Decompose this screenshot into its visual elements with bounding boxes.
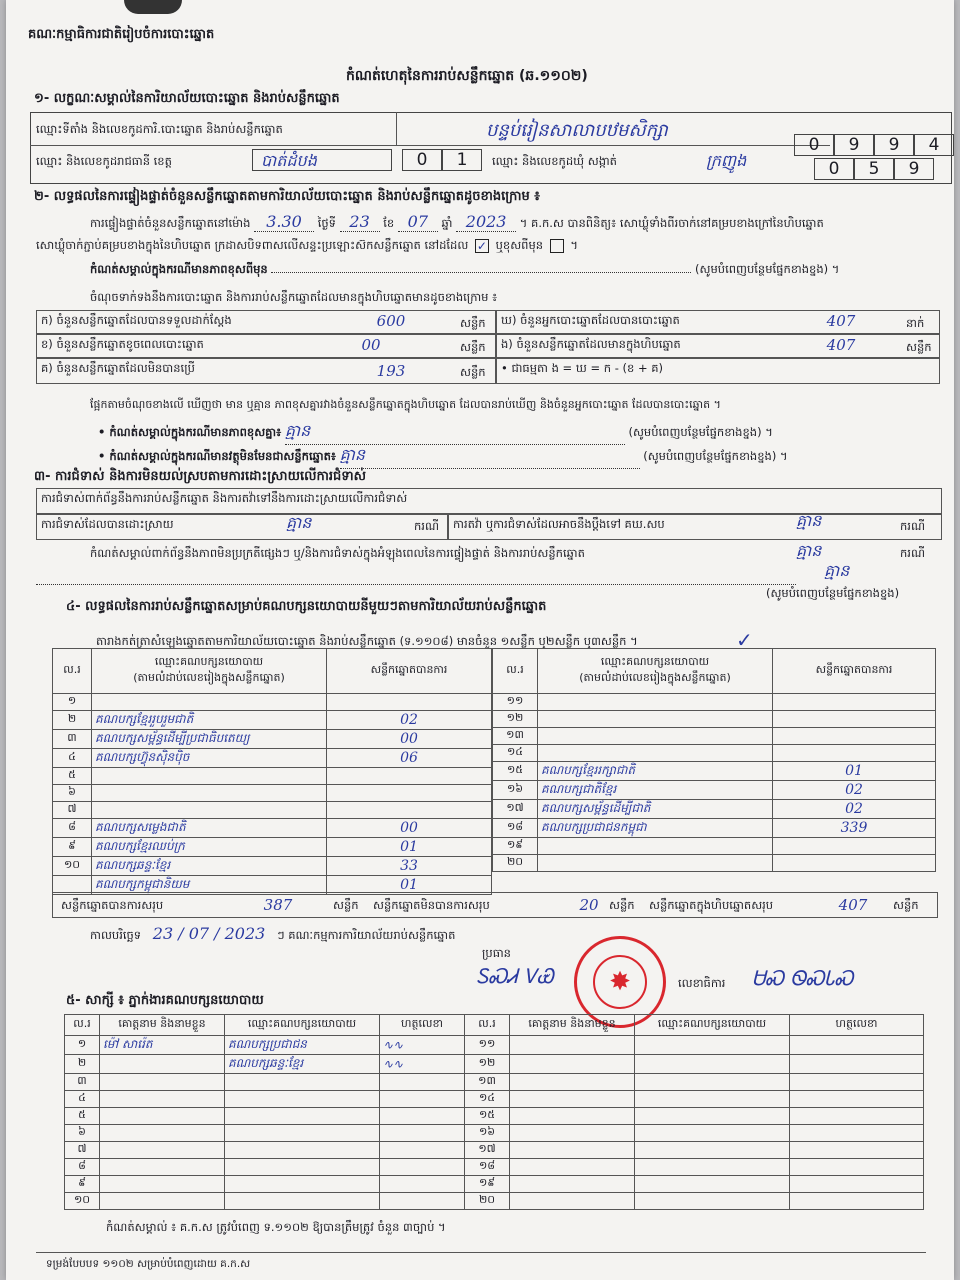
witness-cell (100, 1176, 225, 1193)
note-change-hint: (សូមបំពេញបន្ថែមផ្នែកខាងខ្នង) (695, 262, 829, 276)
appeal-row: ការតវ៉ា ឬការជំទាស់ដែលអាចនឹងប្ដឹងទៅ គឃ.សប (448, 514, 942, 540)
witness-cell (790, 1108, 924, 1125)
year-label: ឆ្នាំ (441, 216, 453, 230)
party-votes: 02 (327, 711, 492, 730)
party-name (538, 838, 773, 855)
code-digit: 9 (894, 158, 934, 180)
party-name: គណបក្សប្រជាជនកម្ពុជា (538, 819, 773, 838)
w-col-no: ល.រ (65, 1015, 100, 1036)
witness-cell (510, 1125, 635, 1142)
party-votes (773, 855, 936, 872)
result-row (493, 694, 936, 711)
row-number: ៥ (53, 768, 92, 785)
result-row (53, 768, 492, 785)
witness-cell (100, 1074, 225, 1091)
party-name (92, 694, 327, 711)
witness-row (65, 1108, 924, 1125)
value-c: 193 (376, 362, 406, 380)
party-name: គណបក្សកម្ពុជានិយម (92, 876, 327, 895)
code-digit: 1 (442, 149, 482, 171)
witness-row (65, 1055, 924, 1074)
section2-heading: ២- លទ្ធផលនៃការផ្ទៀងផ្ទាត់ចំនួនសន្លឹកឆ្នោតតាមការិយាល័យបោះឆ្នោត និងរាប់សន្លឹកឆ្នោតដូចខាងក្រោម ៖ (34, 189, 540, 204)
witness-cell (380, 1193, 465, 1210)
note-irreg-line: • កំណត់សម្គាល់ក្នុងករណីមានវត្ថុមិនមែនជាសន្លឹកឆ្នោត៖ គ្មាន (សូមបំពេញបន្ថែមផ្នែកខាងខ្នង) ។ (98, 444, 938, 469)
party-votes (327, 785, 492, 802)
witness-cell: ម៉ៅ សារ៉េត (100, 1036, 225, 1055)
party-votes (327, 694, 492, 711)
witness-cell (635, 1142, 790, 1159)
witness-cell (100, 1108, 225, 1125)
party-votes (773, 711, 936, 728)
witness-cell (635, 1036, 790, 1055)
verify-year: 2023 (456, 212, 516, 232)
witness-cell (225, 1074, 380, 1091)
result-row (53, 838, 492, 857)
witness-row (65, 1176, 924, 1193)
witness-row (65, 1142, 924, 1159)
chair-signature: ᏚᏍᏗ ᏙᏯ (476, 964, 554, 988)
verify-month: 07 (398, 212, 438, 232)
witness-cell (790, 1074, 924, 1091)
row-number: ១៥ (493, 762, 538, 781)
code-digit: 9 (874, 134, 914, 156)
compare-line: ផ្អែកតាមចំណុចខាងលើ ឃើញថា មាន ឬគ្មាន ភាពខុសគ្នារវាងចំនួនសន្លឹកឆ្នោតក្នុងហិបឆ្នោត ដែលបានរាប់ឃើញ និងចំនួនអ្នកបោះឆ្នោត ដែលបានបោះឆ្នោត ។ (90, 398, 721, 411)
witness-cell (510, 1176, 635, 1193)
irregular-note-label: កំណត់សម្គាល់ពាក់ព័ន្ធនឹងភាពមិនប្រក្រតីផ្សេងៗ ឬ/និងការជំទាស់ក្នុងអំឡុងពេលនៃការផ្ទៀងផ្ទាត់ និងការរាប់សន្លឹកឆ្នោត (90, 546, 585, 560)
appeal-value: គ្មាន (796, 511, 822, 530)
result-row (53, 819, 492, 838)
witness-cell (100, 1142, 225, 1159)
result-row (53, 749, 492, 768)
col-votes-right: សន្លឹកឆ្នោតបានការ (773, 649, 936, 694)
row-d: ឃ) ចំនួនអ្នកបោះឆ្នោតដែលបានបោះឆ្នោត (496, 310, 940, 334)
witness-cell: ៨ (65, 1159, 100, 1176)
witness-cell (510, 1055, 635, 1074)
org-name: គណៈកម្មាធិការជាតិរៀបចំការបោះឆ្នោត (28, 27, 215, 42)
result-row (493, 745, 936, 762)
party-votes (773, 745, 936, 762)
result-row (493, 781, 936, 800)
witness-row (65, 1125, 924, 1142)
witness-cell (225, 1176, 380, 1193)
party-votes: 01 (327, 838, 492, 857)
row-number: ១៣ (493, 728, 538, 745)
row-number: ១០ (53, 857, 92, 876)
unit-d: នាក់ (906, 316, 925, 330)
witness-cell (380, 1125, 465, 1142)
seal-check-text: សោឃ្លុំចាក់ភ្ជាប់គម្របខាងក្នុងនៃហិបឆ្នោត ក្រដាសបិទពាសលើសន្ទះប្រឡោះស៊កសន្លឹកឆ្នោត នៅដដែល (36, 238, 469, 252)
result-row (53, 785, 492, 802)
witness-cell (100, 1055, 225, 1074)
witness-cell: ៤ (65, 1091, 100, 1108)
result-row (53, 730, 492, 749)
total-invalid: 20 (579, 896, 599, 914)
note-diff-value: គ្មាន (285, 420, 625, 445)
party-name (92, 802, 327, 819)
witness-cell (790, 1125, 924, 1142)
witness-cell (225, 1108, 380, 1125)
secretary-signature: ᏌᏍ ᏫᏍᏓᏍ (752, 966, 854, 990)
witness-cell (790, 1176, 924, 1193)
party-votes (773, 694, 936, 711)
party-name: គណបក្សសម្លេងជាតិ (92, 819, 327, 838)
chair-label: ប្រធាន (482, 946, 511, 960)
unit-e: សន្លឹក (906, 340, 932, 354)
unit-c: សន្លឹក (460, 365, 486, 379)
witness-cell: ៧ (65, 1142, 100, 1159)
row-number: ១៤ (493, 745, 538, 762)
note-change-line: កំណត់សម្គាល់ក្នុងករណីមានភាពខុសពីមុន (សូមបំពេញបន្ថែមផ្នែកខាងខ្នង) ។ (90, 262, 840, 276)
witness-cell: គណបក្សប្រជាជន (225, 1036, 380, 1055)
witness-cell (510, 1159, 635, 1176)
resolved-row: ការជំទាស់ដែលបានដោះស្រាយ (36, 514, 448, 540)
value-e: 407 (826, 336, 856, 354)
section3-hint: (សូមបំពេញបន្ថែមផ្នែកខាងខ្នង) (766, 586, 900, 600)
witness-cell: ១៧ (465, 1142, 510, 1159)
unit-a: សន្លឹក (460, 316, 486, 330)
party-name (92, 785, 327, 802)
row-a: ក) ចំនួនសន្លឹកឆ្នោតដែលបានទទួលដាក់ស្ដែង (36, 310, 496, 334)
witness-cell (100, 1091, 225, 1108)
witness-row (65, 1159, 924, 1176)
date-line: កាលបរិច្ឆេទ 23 / 07 / 2023 ៗ គណៈកម្មការការិយាល័យរាប់សន្លឹកឆ្នោត (90, 924, 456, 943)
witness-cell: ៣ (65, 1074, 100, 1091)
witness-row (65, 1193, 924, 1210)
row-number: ១១ (493, 694, 538, 711)
site-value: បន្ទប់រៀនសាលាបឋមសិក្សា (486, 120, 668, 141)
verify-line (90, 212, 824, 233)
result-row (493, 838, 936, 855)
code-digit: 4 (914, 134, 954, 156)
party-votes: 33 (327, 857, 492, 876)
verify-time: 3.30 (254, 212, 314, 232)
result-row (493, 728, 936, 745)
sign-date: 23 / 07 / 2023 (152, 924, 266, 943)
witness-cell (380, 1176, 465, 1193)
result-row (493, 762, 936, 781)
party-votes (773, 728, 936, 745)
code-digit: 9 (834, 134, 874, 156)
witness-cell (635, 1108, 790, 1125)
objection-row: ការជំទាស់ពាក់ព័ន្ធនឹងការរាប់សន្លឹកឆ្នោត និងការតវ៉ាទៅនឹងការដោះស្រាយលើការជំទាស់ (36, 488, 942, 514)
party-votes: 00 (327, 819, 492, 838)
witness-cell (510, 1108, 635, 1125)
witness-cell: ១៣ (465, 1074, 510, 1091)
verify-day: 23 (340, 212, 380, 232)
w-col-name: គោត្តនាម និងនាមខ្លួន (100, 1015, 225, 1036)
col-no-right: ល.រ (493, 649, 538, 694)
commune-label: ឈ្មោះ និងលេខកូដឃុំ សង្កាត់ (492, 154, 617, 168)
witness-cell: ១០ (65, 1193, 100, 1210)
tally-sheet-line: តារាងកត់ត្រាសំឡេងឆ្នោតតាមការិយាល័យបោះឆ្នោត និងរាប់សន្លឹកឆ្នោត (ទ.១១០៨) មានចំនួន ១សន្លឹក ឬ២សន្លឹក ឬ៣សន្លឹក ។ (96, 634, 638, 648)
party-name: គណបក្សជាតិខ្មែរ (538, 781, 773, 800)
witness-cell: ២០ (465, 1193, 510, 1210)
party-name: គណបក្សឆន្ទៈខ្មែរ (92, 857, 327, 876)
witness-cell (790, 1091, 924, 1108)
day-label: ថ្ងៃទី (317, 216, 336, 230)
month-label: ខែ (383, 216, 395, 230)
code-digit: 5 (854, 158, 894, 180)
row-number: ១៦ (493, 781, 538, 800)
col-party-right: ឈ្មោះគណបក្សនយោបាយ (តាមលំដាប់លេខរៀងក្នុងសន្លឹកឆ្នោត) (538, 649, 773, 694)
col-no: ល.រ (53, 649, 92, 694)
witness-cell (380, 1142, 465, 1159)
witness-cell (790, 1055, 924, 1074)
total-box: 407 (838, 896, 868, 914)
witness-cell (100, 1159, 225, 1176)
row-number: ៦ (53, 785, 92, 802)
emblem-logo (124, 0, 182, 14)
party-name: គណបក្សហ៊្វុនស៊ិនប៉ិច (92, 749, 327, 768)
row-number: ៩ (53, 838, 92, 857)
witness-cell (225, 1091, 380, 1108)
party-name (538, 728, 773, 745)
row-b: ខ) ចំនួនសន្លឹកឆ្នោតខូចពេលបោះឆ្នោត (36, 334, 496, 358)
witness-row (65, 1074, 924, 1091)
row-number: ៧ (53, 802, 92, 819)
row-c: គ) ចំនួនសន្លឹកឆ្នោតដែលមិនបានប្រើ (36, 358, 496, 384)
points-intro: ចំណុចទាក់ទងនឹងការបោះឆ្នោត និងការរាប់សន្លឹកឆ្នោតដែលមានក្នុងហិបឆ្នោតមានដូចខាងក្រោម ៖ (90, 290, 498, 304)
section4-heading: ៤- លទ្ធផលនៃការរាប់សន្លឹកឆ្នោតសម្រាប់គណបក្សនយោបាយនីមួយៗតាមការិយាល័យរាប់សន្លឹកឆ្នោត (66, 599, 547, 614)
witness-cell: ១៨ (465, 1159, 510, 1176)
witness-cell (100, 1193, 225, 1210)
witness-cell (635, 1159, 790, 1176)
w-col-party: ឈ្មោះគណបក្សនយោបាយ (225, 1015, 380, 1036)
witness-cell (225, 1125, 380, 1142)
party-votes: 01 (773, 762, 936, 781)
result-row (53, 857, 492, 876)
party-votes (327, 768, 492, 785)
irregular-cases: ករណី (900, 546, 925, 560)
result-row (53, 802, 492, 819)
w-col-party-2: ឈ្មោះគណបក្សនយោបាយ (635, 1015, 790, 1036)
witness-cell (100, 1125, 225, 1142)
total-valid: 387 (263, 896, 293, 914)
code-digit: 0 (402, 149, 442, 171)
result-row (493, 711, 936, 728)
secretary-label: លេខាធិការ (678, 976, 726, 990)
party-votes: 02 (773, 800, 936, 819)
party-name (538, 694, 773, 711)
witness-cell (380, 1074, 465, 1091)
form-title: កំណត់ហេតុនៃការរាប់សន្លឹកឆ្នោត (ឆ.១១០២) (346, 68, 588, 84)
witness-cell: ១១ (465, 1036, 510, 1055)
code-digit: 0 (814, 158, 854, 180)
commune-value: ក្រញូង (706, 151, 747, 170)
party-votes (327, 802, 492, 819)
row-number: ៨ (53, 819, 92, 838)
witness-cell (510, 1142, 635, 1159)
w-col-name-2: គោត្តនាម និងនាមខ្លួន (510, 1015, 635, 1036)
form-footer: ទម្រង់បែបបទ ១១០២ សម្រាប់បំពេញដោយ គ.ក.ស (46, 1258, 251, 1270)
witness-cell: ∿∿ (380, 1036, 465, 1055)
row-number: ១៩ (493, 838, 538, 855)
resolved-value: គ្មាន (286, 513, 312, 532)
witness-cell: ១៦ (465, 1125, 510, 1142)
witness-cell (380, 1108, 465, 1125)
witness-cell (510, 1036, 635, 1055)
witness-row (65, 1091, 924, 1108)
witness-cell: ∿∿ (380, 1055, 465, 1074)
witness-cell (790, 1193, 924, 1210)
row-number: ២០ (493, 855, 538, 872)
results-table-left (52, 648, 492, 895)
official-seal: ✸ (574, 936, 666, 1028)
verify-prefix: ការផ្ទៀងផ្ទាត់ចំនួនសន្លឹកឆ្នោតនៅម៉ោង (90, 216, 251, 230)
row-number: ១៧ (493, 800, 538, 819)
row-number: ៣ (53, 730, 92, 749)
row-number: ៤ (53, 749, 92, 768)
party-name: គណបក្សសម្ព័ន្ធដើម្បីជាតិ (538, 800, 773, 819)
witness-cell (635, 1125, 790, 1142)
witness-row (65, 1036, 924, 1055)
row-number: ១២ (493, 711, 538, 728)
irregular-note-value: គ្មាន (796, 541, 822, 560)
value-b: 00 (361, 336, 381, 354)
party-votes: 02 (773, 781, 936, 800)
witness-cell (635, 1193, 790, 1210)
party-name: គណបក្សសម្ព័ន្ធដើម្បីប្រជាធិបតេយ្យ (92, 730, 327, 749)
irregular-note-value-2: គ្មាន (824, 561, 850, 580)
changed-checkbox[interactable] (550, 239, 564, 253)
row-number: ១៨ (493, 819, 538, 838)
seal-check-line: សោឃ្លុំចាក់ភ្ជាប់គម្របខាងក្នុងនៃហិបឆ្នោត ក្រដាសបិទពាសលើសន្ទះប្រឡោះស៊កសន្លឹកឆ្នោត នៅដដែល ✓ ឬខុសពីមុន ។ (36, 238, 578, 253)
witness-cell (225, 1142, 380, 1159)
province-label: ឈ្មោះ និងលេខកូដរាជធានី ខេត្ត (36, 154, 172, 168)
value-d: 407 (826, 312, 856, 330)
note-diff-line: • កំណត់សម្គាល់ក្នុងករណីមានភាពខុសគ្នា៖ គ្មាន (សូមបំពេញបន្ថែមផ្នែកខាងខ្នង) ។ (98, 420, 938, 445)
witness-cell: ១៥ (465, 1108, 510, 1125)
party-name (92, 768, 327, 785)
witness-cell: ៩ (65, 1176, 100, 1193)
unit-b: សន្លឹក (460, 340, 486, 354)
witness-cell (380, 1159, 465, 1176)
result-row (493, 855, 936, 872)
witness-cell (510, 1091, 635, 1108)
witness-cell (635, 1074, 790, 1091)
section3-heading: ៣- ការជំទាស់ និងការមិនយល់ស្របតាមការដោះស្រាយលើការជំទាស់ (34, 469, 366, 484)
province-value: បាត់ដំបង (252, 149, 392, 171)
witness-cell (510, 1074, 635, 1091)
formula: • ជាធម្មតា ង = ឃ = ក - (ខ + គ) (496, 358, 940, 384)
witness-cell (790, 1142, 924, 1159)
resolved-cases: ករណី (414, 519, 439, 533)
same-checkbox[interactable]: ✓ (476, 238, 487, 253)
w-col-sign-2: ហត្ថលេខា (790, 1015, 924, 1036)
appeal-cases: ករណី (900, 519, 925, 533)
witness-cell: ១៤ (465, 1091, 510, 1108)
party-name: គណបក្សខ្មែរឈប់ក្រ (92, 838, 327, 857)
party-name (538, 711, 773, 728)
witness-cell (225, 1193, 380, 1210)
row-e: ង) ចំនួនសន្លឹកឆ្នោតដែលមានក្នុងហិបឆ្នោត (496, 334, 940, 358)
section5-heading: ៥- សាក្សី ៖ ភ្នាក់ងារគណបក្សនយោបាយ (66, 993, 264, 1008)
party-votes: 00 (327, 730, 492, 749)
witness-cell (790, 1159, 924, 1176)
party-name: គណបក្សខ្មែររួបរួមជាតិ (92, 711, 327, 730)
verify-suffix: ។ គ.ក.ស បានពិនិត្យ៖ សោឃ្លុំទាំងពីរចាក់នៅគម្របខាងក្រៅនៃហិបឆ្នោត (519, 216, 824, 230)
result-row (493, 819, 936, 838)
witness-cell (510, 1193, 635, 1210)
witness-cell (635, 1091, 790, 1108)
totals-row: សន្លឹកឆ្នោតបានការសរុប 387 សន្លឹក សន្លឹកឆ្នោតមិនបានការសរុប 20 សន្លឹក សន្លឹកឆ្នោតក្នុងហិបឆ្នោតសរុប 407 សន្លឹក (52, 892, 938, 918)
party-votes: 01 (327, 876, 492, 895)
section1-heading: ១- លក្ខណៈសម្គាល់នៃការិយាល័យបោះឆ្នោត និងរាប់សន្លឹកឆ្នោត (34, 91, 340, 106)
witness-table (64, 1014, 924, 1210)
results-table-right (492, 648, 936, 872)
row-number: ២ (53, 711, 92, 730)
party-votes: 06 (327, 749, 492, 768)
result-row (53, 694, 492, 711)
witness-cell: ២ (65, 1055, 100, 1074)
witness-cell: ១ (65, 1036, 100, 1055)
party-votes: 339 (773, 819, 936, 838)
note-irreg-value: គ្មាន (340, 444, 640, 469)
witness-note: កំណត់សម្គាល់ ៖ គ.ក.ស ត្រូវបំពេញ ទ.១១០២ ឱ្យបានត្រឹមត្រូវ ចំនួន ៣ច្បាប់ ។ (106, 1220, 446, 1234)
witness-cell: ៦ (65, 1125, 100, 1142)
party-name (538, 745, 773, 762)
party-votes (773, 838, 936, 855)
result-row (493, 800, 936, 819)
witness-cell: ១៩ (465, 1176, 510, 1193)
witness-cell (635, 1176, 790, 1193)
party-name: គណបក្សខ្មែររក្សាជាតិ (538, 762, 773, 781)
code-digit: 0 (794, 134, 834, 156)
result-row (53, 711, 492, 730)
witness-cell (225, 1159, 380, 1176)
witness-cell (790, 1036, 924, 1055)
site-label: ឈ្មោះទីតាំង និងលេខកូដការិ.បោះឆ្នោត និងរាប់សន្លឹកឆ្នោត (36, 122, 283, 136)
col-votes: សន្លឹកឆ្នោតបានការ (327, 649, 492, 694)
w-col-no-2: ល.រ (465, 1015, 510, 1036)
changed-label: ឬខុសពីមុន (495, 238, 544, 252)
note-change-label: កំណត់សម្គាល់ក្នុងករណីមានភាពខុសពីមុន (90, 262, 268, 276)
witness-cell (380, 1091, 465, 1108)
value-a: 600 (376, 312, 406, 330)
ballot-count-form (6, 0, 954, 1280)
col-party: ឈ្មោះគណបក្សនយោបាយ (តាមលំដាប់លេខរៀងក្នុងសន្លឹកឆ្នោត) (92, 649, 327, 694)
witness-cell: ១២ (465, 1055, 510, 1074)
witness-cell (635, 1055, 790, 1074)
witness-cell: ៥ (65, 1108, 100, 1125)
tally-check-mark: ✓ (736, 628, 753, 652)
party-name (538, 855, 773, 872)
row-number: ១ (53, 694, 92, 711)
witness-cell: គណបក្សឆន្ទៈខ្មែរ (225, 1055, 380, 1074)
w-col-sign: ហត្ថលេខា (380, 1015, 465, 1036)
